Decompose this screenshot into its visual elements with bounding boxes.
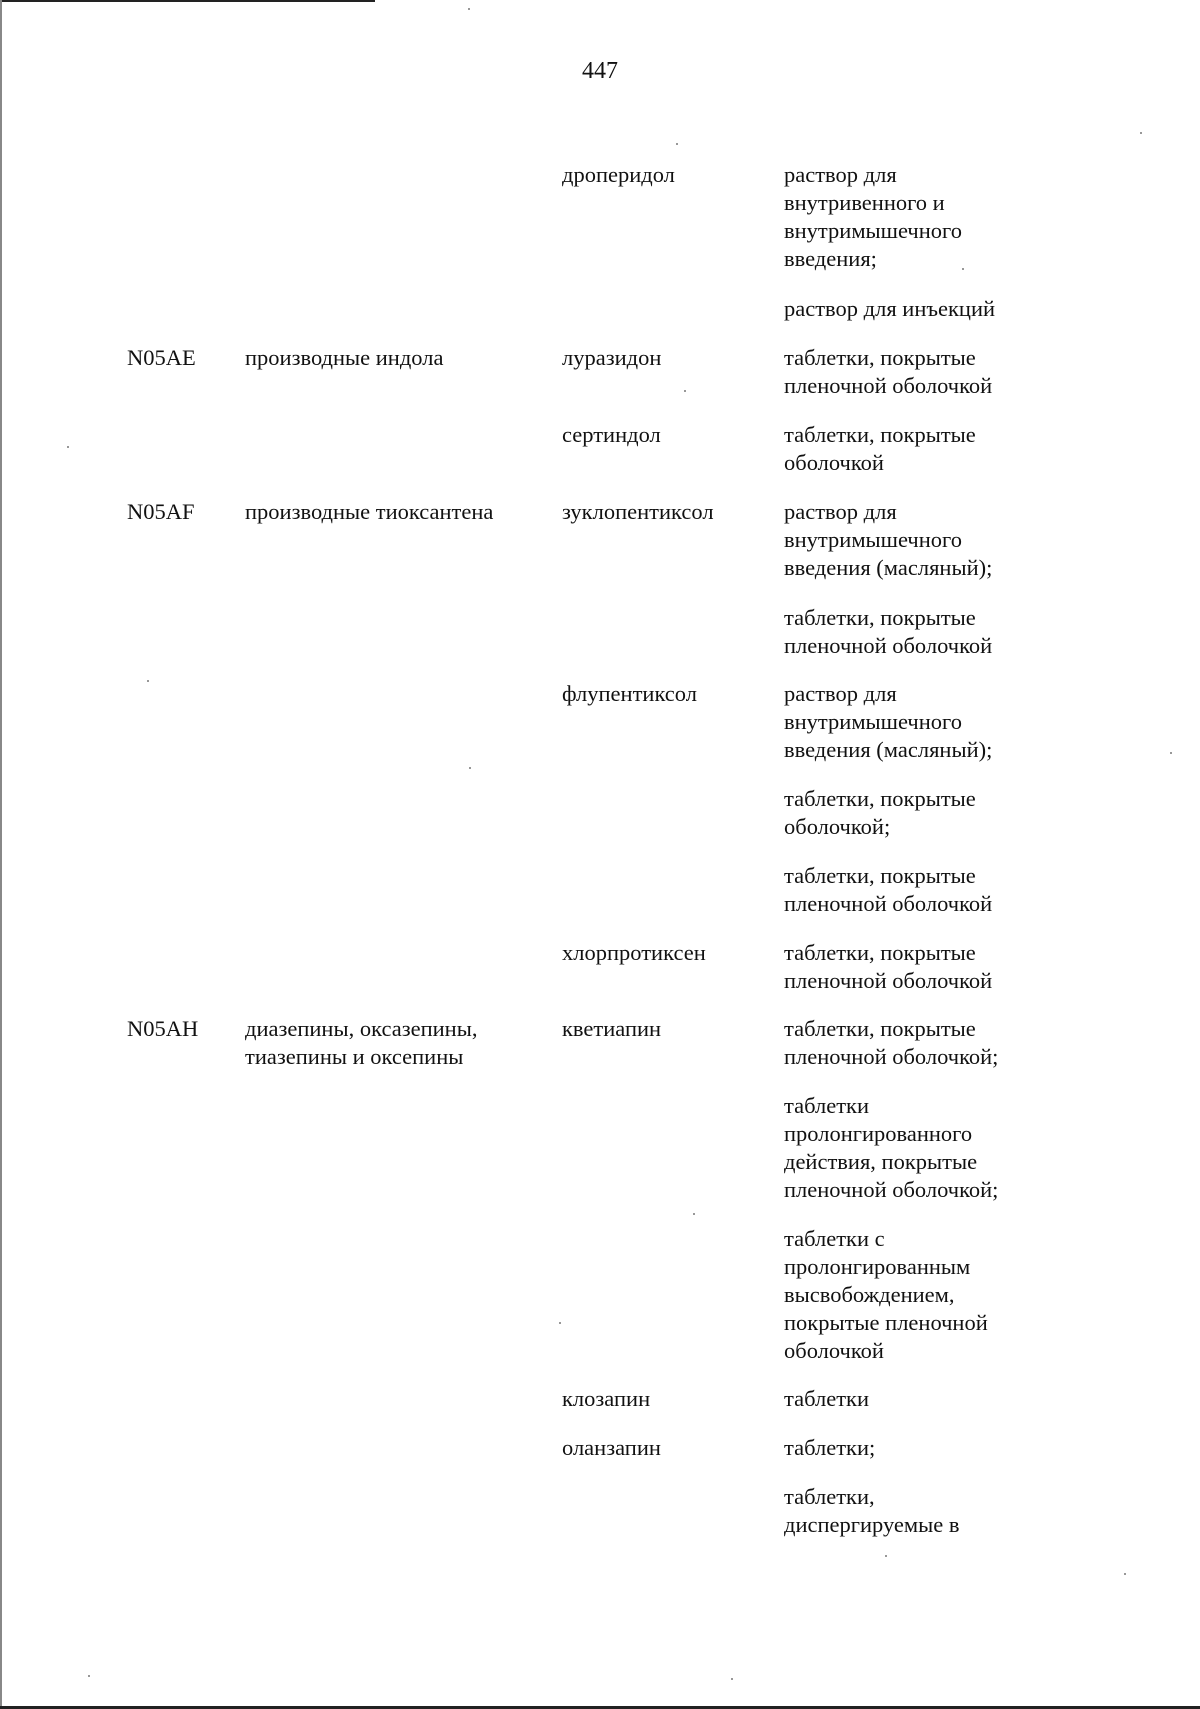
scan-speck (469, 767, 471, 769)
scan-border-left (0, 0, 2, 1709)
dosage-form-line: введения (масляный); (784, 555, 993, 580)
drug-name: зуклопентиксол (562, 499, 714, 524)
scan-speck (67, 446, 69, 448)
atc-group-name: производные тиоксантена (245, 499, 494, 524)
dosage-form-line: таблетки, покрытые (784, 422, 976, 447)
dosage-form-line: высвобождением, (784, 1282, 955, 1307)
drug-name: кветиапин (562, 1016, 662, 1041)
atc-code: N05AE (127, 345, 196, 370)
dosage-form-line: таблетки, покрытые (784, 786, 976, 811)
dosage-form-line: внутримышечного (784, 709, 962, 734)
dosage-form-line: раствор для (784, 681, 897, 706)
dosage-form-line: раствор для (784, 499, 897, 524)
dosage-form-line: таблетки (784, 1386, 870, 1411)
drug-name: луразидон (562, 345, 662, 370)
dosage-form-line: пленочной оболочкой; (784, 1177, 999, 1202)
dosage-form-line: введения; (784, 246, 877, 271)
scan-speck (559, 1322, 561, 1324)
dosage-form-line: пленочной оболочкой (784, 891, 993, 916)
scan-speck (693, 1213, 695, 1215)
scan-speck (962, 268, 964, 270)
drug-name: хлорпротиксен (562, 940, 706, 965)
scan-speck (684, 390, 686, 392)
dosage-form-line: оболочкой; (784, 814, 891, 839)
dosage-form-line: таблетки; (784, 1435, 876, 1460)
dosage-form-line: таблетки, покрытые (784, 863, 976, 888)
dosage-form-line: таблетки с (784, 1226, 885, 1251)
dosage-form-line: диспергируемые в (784, 1512, 960, 1537)
dosage-form-line: пленочной оболочкой (784, 633, 993, 658)
scan-speck (88, 1675, 90, 1677)
dosage-form-line: таблетки, покрытые (784, 605, 976, 630)
dosage-form-line: таблетки (784, 1093, 870, 1118)
scan-border-top (0, 0, 375, 2)
dosage-form-line: оболочкой (784, 1338, 884, 1363)
dosage-form-line: внутривенного и (784, 190, 945, 215)
dosage-form-line: пролонгированного (784, 1121, 973, 1146)
dosage-form-line: раствор для инъекций (784, 296, 996, 321)
scan-speck (1140, 132, 1142, 134)
drug-name: дроперидол (562, 162, 675, 187)
atc-group-name: диазепины, оксазепины, (245, 1016, 478, 1041)
dosage-form-line: пленочной оболочкой; (784, 1044, 999, 1069)
scan-speck (1170, 752, 1172, 754)
atc-code: N05AF (127, 499, 195, 524)
dosage-form-line: пленочной оболочкой (784, 373, 993, 398)
dosage-form-line: таблетки, покрытые (784, 1016, 976, 1041)
dosage-form-line: пролонгированным (784, 1254, 971, 1279)
drug-name: клозапин (562, 1386, 651, 1411)
drug-name: флупентиксол (562, 681, 697, 706)
drug-name: сертиндол (562, 422, 661, 447)
drug-name: оланзапин (562, 1435, 661, 1460)
scan-speck (147, 680, 149, 682)
page-number: 447 (582, 58, 618, 84)
scan-speck (731, 1678, 733, 1680)
dosage-form-line: раствор для (784, 162, 897, 187)
dosage-form-line: таблетки, покрытые (784, 345, 976, 370)
dosage-form-line: введения (масляный); (784, 737, 993, 762)
scan-speck (468, 8, 470, 10)
dosage-form-line: пленочной оболочкой (784, 968, 993, 993)
dosage-form-line: внутримышечного (784, 527, 962, 552)
atc-group-name: тиазепины и оксепины (245, 1044, 464, 1069)
dosage-form-line: таблетки, (784, 1484, 875, 1509)
dosage-form-line: оболочкой (784, 450, 884, 475)
dosage-form-line: покрытые пленочной (784, 1310, 988, 1335)
dosage-form-line: внутримышечного (784, 218, 962, 243)
atc-code: N05AH (127, 1016, 199, 1041)
dosage-form-line: таблетки, покрытые (784, 940, 976, 965)
dosage-form-line: действия, покрытые (784, 1149, 978, 1174)
atc-group-name: производные индола (245, 345, 444, 370)
scan-speck (1124, 1573, 1126, 1575)
scan-speck (676, 143, 678, 145)
scan-speck (885, 1555, 887, 1557)
